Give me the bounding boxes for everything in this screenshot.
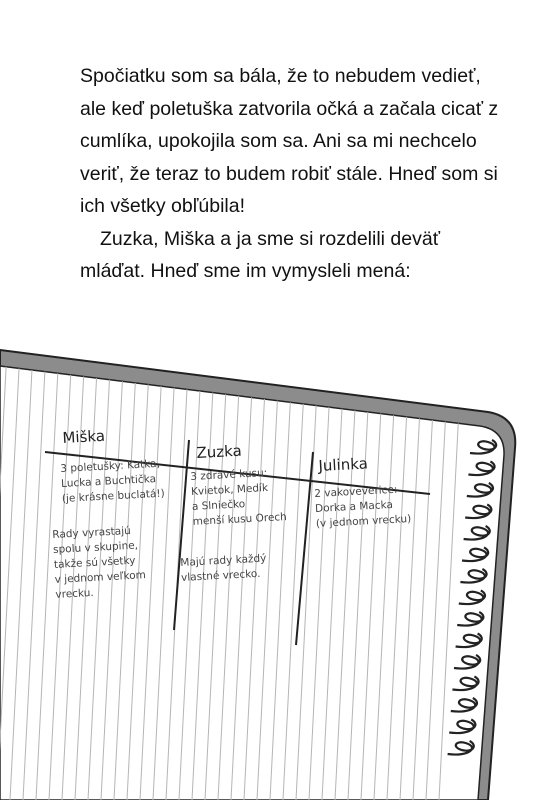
column-note-miska-2: Rady vyrastajú spolu v skupine, takže sú všetky v jednom veľkom vrecku. [52, 524, 147, 601]
column-note-zuzka-1: 3 zdravé kusu: Kvietok, Medík a Slniečko menší kusu Orech [190, 466, 288, 528]
column-name-julinka: Julinka [318, 454, 369, 475]
column-note-zuzka-2: Majú rady každý vlastné vrecko. [180, 552, 267, 584]
notebook-illustration [0, 330, 535, 800]
column-note-miska-1: 3 poletušky: Katka, Lucka a Buchtička (je krásne buclatá!) [60, 457, 165, 505]
story-paragraph-2: Zuzka, Miška a ja sme si rozdelili deväť mláďat. Hneď sme im vymysleli mená: [80, 227, 441, 282]
column-name-miska: Miška [62, 426, 106, 447]
column-note-julinka-1: 2 vakoveverice: Dorka a Macka (v jednom vrecku) [314, 483, 412, 530]
story-text [80, 60, 510, 288]
column-name-zuzka: Zuzka [196, 441, 243, 462]
story-paragraph-1: Spočiatku som sa bála, že to nebudem vedieť, ale keď poletuška zatvorila očká a začala cicať z cumlíka, upokojila som sa. Ani sa mi nechcelo veriť, že teraz to budem robiť stále. Hneď som si ich všetky obľúbila! [80, 65, 499, 217]
